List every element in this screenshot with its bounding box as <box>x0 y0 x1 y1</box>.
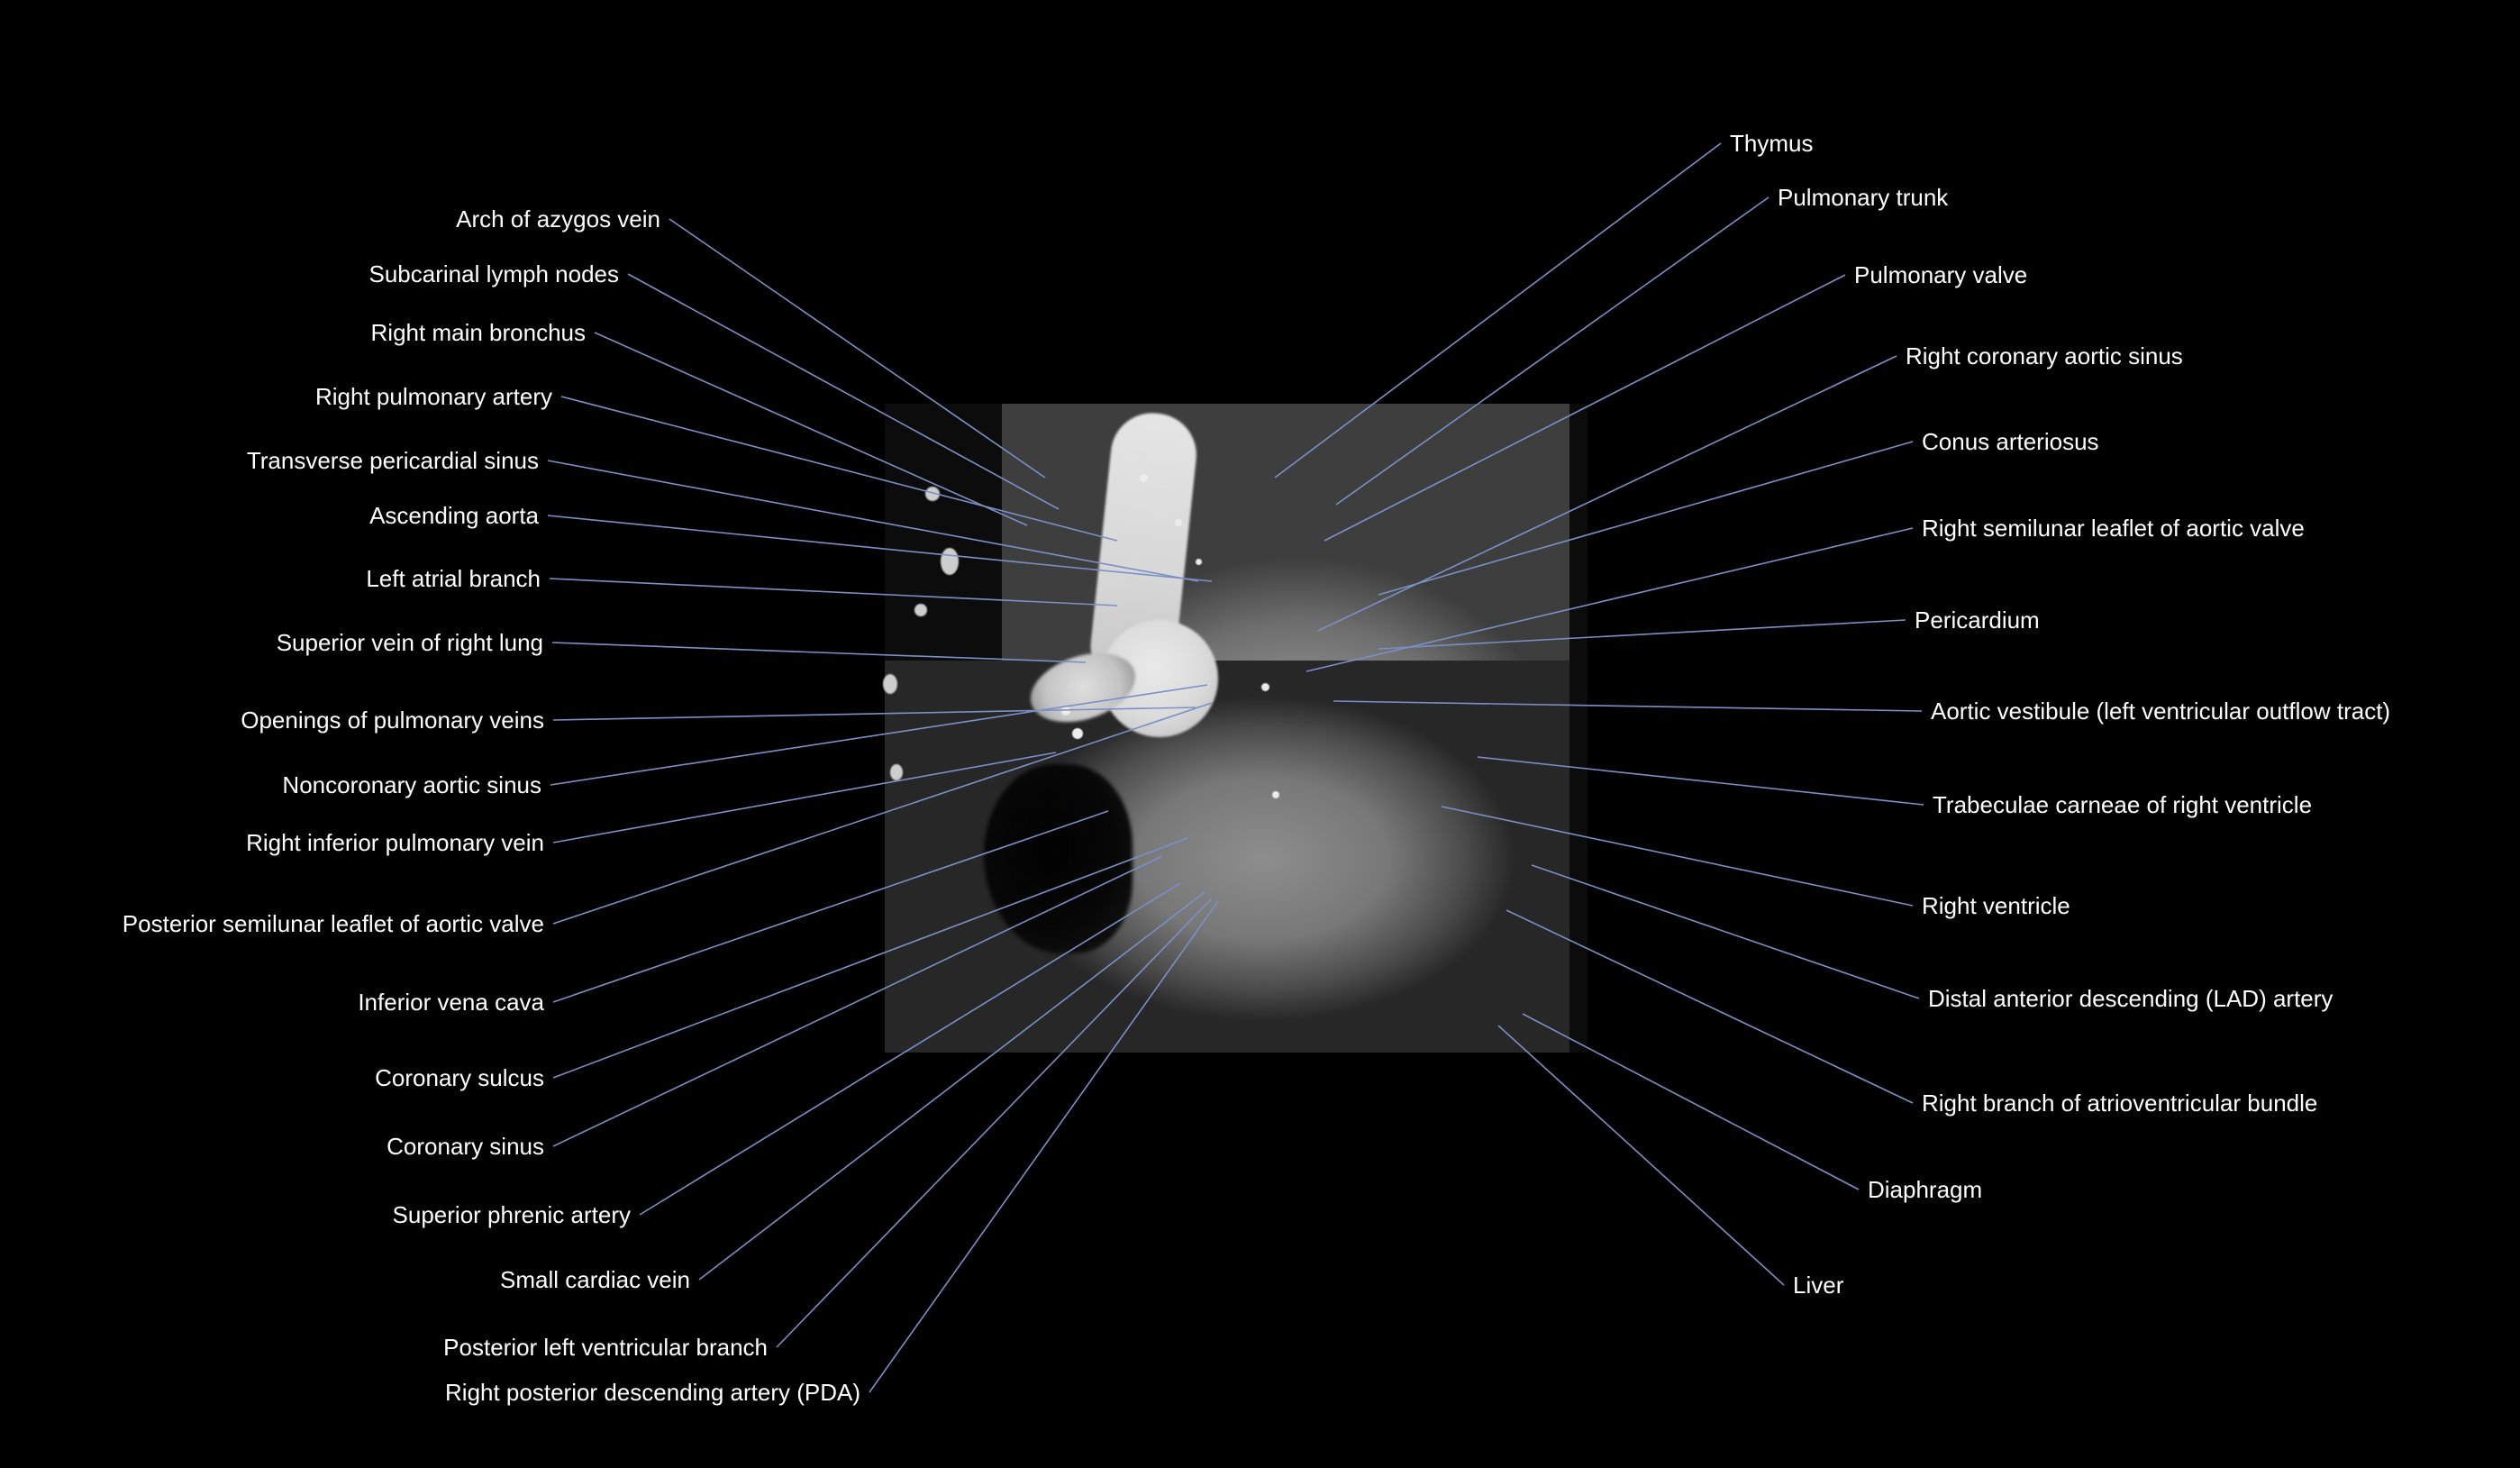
label-right-branch-of-atrioventricular-bundle: Right branch of atrioventricular bundle <box>1922 1090 2318 1117</box>
label-liver: Liver <box>1793 1272 1844 1299</box>
label-posterior-left-ventricular-branch: Posterior left ventricular branch <box>443 1334 768 1361</box>
ct-bright-speck <box>1261 683 1269 691</box>
ct-bright-speck <box>1061 707 1070 716</box>
label-left-atrial-branch: Left atrial branch <box>366 565 541 592</box>
ct-calcification-dot <box>941 548 959 575</box>
leader-line-liver <box>1498 1026 1784 1285</box>
ct-calcification-dot <box>890 764 903 780</box>
ct-bright-speck <box>1272 791 1279 798</box>
label-inferior-vena-cava: Inferior vena cava <box>358 989 544 1016</box>
label-ascending-aorta: Ascending aorta <box>369 502 539 529</box>
label-pulmonary-trunk: Pulmonary trunk <box>1778 184 1949 211</box>
label-thymus: Thymus <box>1730 130 1814 157</box>
label-superior-phrenic-artery: Superior phrenic artery <box>392 1201 631 1228</box>
label-pericardium: Pericardium <box>1915 606 2040 634</box>
label-posterior-semilunar-leaflet-of-aortic-valve: Posterior semilunar leaflet of aortic valve <box>122 910 544 937</box>
leader-line-distal-anterior-descending-lad-artery <box>1532 865 1919 998</box>
label-noncoronary-aortic-sinus: Noncoronary aortic sinus <box>282 771 541 798</box>
label-openings-of-pulmonary-veins: Openings of pulmonary veins <box>241 707 544 734</box>
ct-scan-image <box>885 404 1588 1053</box>
label-coronary-sulcus: Coronary sulcus <box>375 1064 544 1091</box>
label-right-pulmonary-artery: Right pulmonary artery <box>315 383 552 410</box>
label-diaphragm: Diaphragm <box>1868 1176 1983 1203</box>
ct-calcification-dot <box>883 674 897 694</box>
label-transverse-pericardial-sinus: Transverse pericardial sinus <box>246 447 539 474</box>
label-right-posterior-descending-artery-pda: Right posterior descending artery (PDA) <box>445 1379 860 1406</box>
label-aortic-vestibule: Aortic vestibule (left ventricular outflow tract) <box>1931 698 2391 725</box>
label-trabeculae-carneae-of-right-ventricle: Trabeculae carneae of right ventricle <box>1933 791 2313 818</box>
label-right-ventricle: Right ventricle <box>1922 892 2070 919</box>
ct-bright-speck <box>1175 519 1182 526</box>
ct-bright-speck <box>1140 474 1148 482</box>
ct-bright-speck <box>1072 728 1083 739</box>
label-coronary-sinus: Coronary sinus <box>387 1133 544 1160</box>
label-arch-of-azygos-vein: Arch of azygos vein <box>456 205 660 233</box>
label-right-coronary-aortic-sinus: Right coronary aortic sinus <box>1906 342 2183 369</box>
label-distal-anterior-descending-lad-artery: Distal anterior descending (LAD) artery <box>1928 985 2334 1012</box>
ct-calcification-dot <box>925 487 940 501</box>
label-pulmonary-valve: Pulmonary valve <box>1854 261 2028 288</box>
ct-bright-speck <box>1196 559 1202 565</box>
label-right-main-bronchus: Right main bronchus <box>370 319 586 346</box>
label-right-inferior-pulmonary-vein: Right inferior pulmonary vein <box>246 829 544 856</box>
label-right-semilunar-leaflet-of-aortic-valve: Right semilunar leaflet of aortic valve <box>1922 515 2305 542</box>
label-subcarinal-lymph-nodes: Subcarinal lymph nodes <box>368 260 619 287</box>
label-small-cardiac-vein: Small cardiac vein <box>500 1266 690 1293</box>
ct-calcification-dot <box>914 604 927 616</box>
label-conus-arteriosus: Conus arteriosus <box>1922 428 2099 455</box>
label-superior-vein-of-right-lung: Superior vein of right lung <box>276 629 543 656</box>
